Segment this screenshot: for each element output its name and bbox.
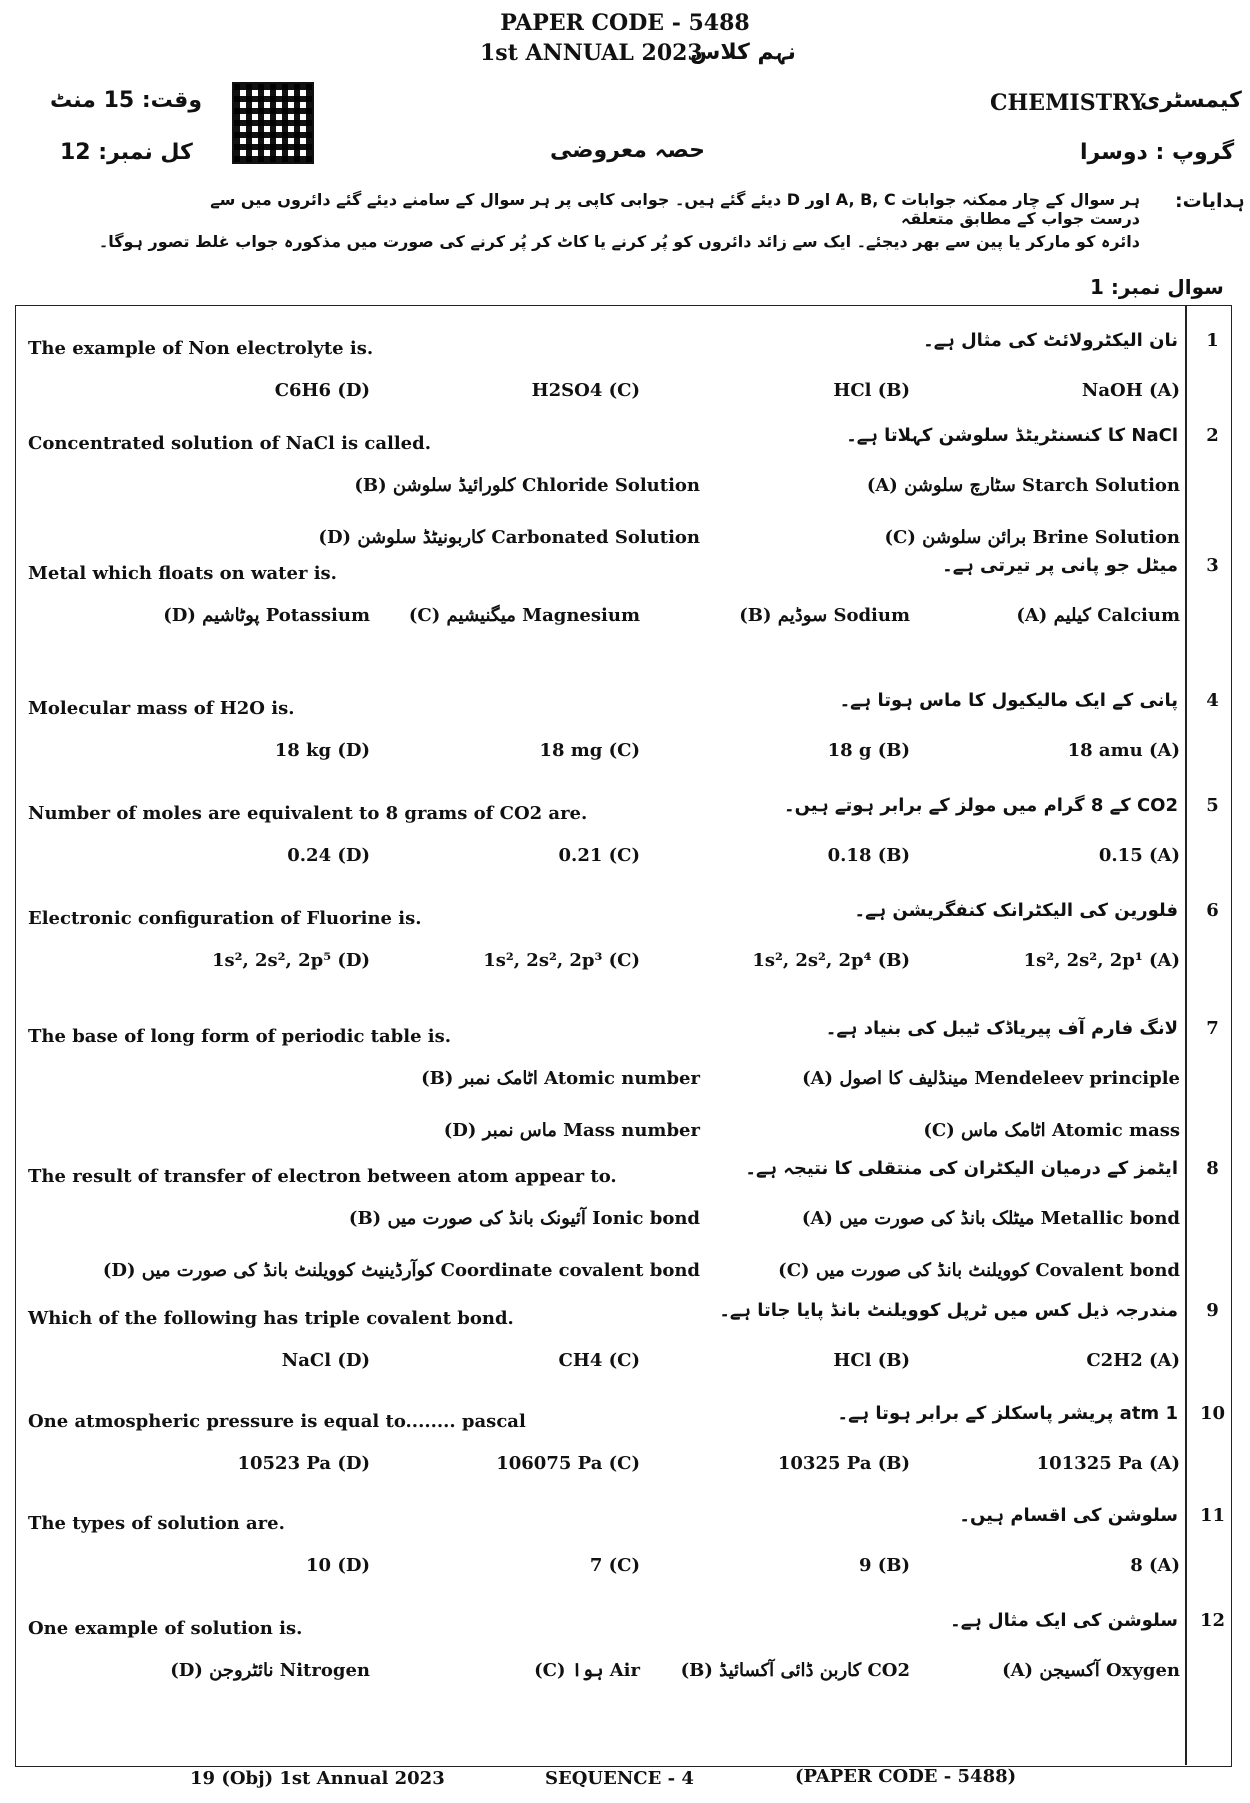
question-text-english: Molecular mass of H2O is. (28, 698, 295, 719)
instructions-line-1: ہر سوال کے چار ممکنہ جوابات A, B, C اور D دیئے گئے ہیں۔ جوابی کاپی پر ہر سوال کے سامنے دیئے گئے دائروں میں سے درست جواب کے مطابق متعلقہ (210, 190, 1140, 228)
footer-left: 19 (Obj) 1st Annual 2023 (190, 1768, 445, 1789)
answer-option: (A) کیلیم Calcium (1016, 605, 1180, 626)
answer-option: 0.15 (A) (1098, 845, 1180, 866)
answer-option: (D) کوآرڈینیٹ کوویلنٹ بانڈ کی صورت میں Coordinate covalent bond (102, 1260, 700, 1281)
number-column-divider (1185, 305, 1187, 1765)
answer-option: 1s², 2s², 2p⁵ (D) (211, 950, 370, 971)
answer-option: 7 (C) (589, 1555, 640, 1576)
footer-sequence: SEQUENCE - 4 (545, 1768, 694, 1789)
answer-option: C2H2 (A) (1086, 1350, 1180, 1371)
class-label: نہم کلاس (690, 40, 796, 65)
question-label: سوال نمبر: 1 (1090, 275, 1224, 299)
answer-option: 10 (D) (306, 1555, 370, 1576)
answer-option: (D) پوٹاشیم Potassium (163, 605, 370, 626)
answer-option: (C) برائن سلوشن Brine Solution (884, 527, 1180, 548)
section-label: حصہ معروضی (550, 138, 705, 163)
question-text-english: One example of solution is. (28, 1618, 303, 1639)
answer-option: (B) کلورائیڈ سلوشن Chloride Solution (354, 475, 700, 496)
question-number: 2 (1206, 425, 1219, 446)
footer-paper-code: (PAPER CODE - 5488) (795, 1766, 1017, 1787)
answer-option: HCl (B) (833, 380, 910, 401)
subject-en: CHEMISTRY (990, 90, 1146, 116)
answer-option: (C) میگنیشیم Magnesium (408, 605, 640, 626)
answer-option: HCl (B) (833, 1350, 910, 1371)
answer-option: (B) سوڈیم Sodium (739, 605, 910, 626)
question-text-english: Metal which floats on water is. (28, 563, 337, 584)
answer-option: (B) کاربن ڈائی آکسائیڈ CO2 (680, 1660, 910, 1681)
answer-option: CH4 (C) (558, 1350, 640, 1371)
question-number: 8 (1206, 1158, 1219, 1179)
question-text-english: The example of Non electrolyte is. (28, 338, 374, 359)
question-text-urdu: سلوشن کی ایک مثال ہے۔ (950, 1610, 1178, 1631)
answer-option: NaCl (D) (281, 1350, 370, 1371)
question-text-english: Which of the following has triple covalent bond. (28, 1308, 514, 1329)
answer-option: 0.18 (B) (827, 845, 910, 866)
answer-option: (C) کوویلنٹ بانڈ کی صورت میں Covalent bond (778, 1260, 1180, 1281)
question-number: 11 (1200, 1505, 1226, 1526)
question-text-english: Electronic configuration of Fluorine is. (28, 908, 422, 929)
answer-option: 18 mg (C) (539, 740, 640, 761)
answer-option: (A) سٹارچ سلوشن Starch Solution (866, 475, 1180, 496)
answer-option: 0.21 (C) (558, 845, 640, 866)
qr-code (232, 82, 314, 164)
answer-option: 106075 Pa (C) (496, 1453, 640, 1474)
answer-option: (A) میٹلک بانڈ کی صورت میں Metallic bond (801, 1208, 1180, 1229)
answer-option: 18 amu (A) (1067, 740, 1180, 761)
subject-ur: کیمسٹری (1140, 88, 1242, 113)
answer-option: 1s², 2s², 2p¹ (A) (1023, 950, 1180, 971)
question-text-urdu: سلوشن کی اقسام ہیں۔ (959, 1505, 1178, 1526)
answer-option: (D) نائٹروجن Nitrogen (170, 1660, 370, 1681)
question-text-urdu: لانگ فارم آف پیریاڈک ٹیبل کی بنیاد ہے۔ (825, 1018, 1178, 1039)
question-text-urdu: نان الیکٹرولائٹ کی مثال ہے۔ (923, 330, 1178, 351)
group-label: گروپ : دوسرا (1080, 140, 1235, 165)
answer-option: 1s², 2s², 2p⁴ (B) (752, 950, 910, 971)
question-number: 4 (1206, 690, 1219, 711)
question-text-urdu: ایٹمز کے درمیان الیکٹران کی منتقلی کا نتیجہ ہے۔ (745, 1158, 1178, 1179)
answer-option: (A) آکسیجن Oxygen (1002, 1660, 1180, 1681)
answer-option: (B) اٹامک نمبر Atomic number (421, 1068, 700, 1089)
instructions-label: ہدایات: (1175, 190, 1245, 212)
answer-option: (B) آئیونک بانڈ کی صورت میں Ionic bond (348, 1208, 700, 1229)
answer-option: (C) ہوا Air (534, 1660, 640, 1681)
question-number: 5 (1206, 795, 1219, 816)
marks-label: کل نمبر: 12 (60, 140, 193, 165)
question-text-urdu: میٹل جو پانی پر تیرتی ہے۔ (942, 555, 1178, 576)
question-text-urdu: مندرجہ ذیل کس میں ٹرپل کوویلنٹ بانڈ پایا جاتا ہے۔ (719, 1300, 1178, 1321)
question-text-urdu: 1 atm پریشر پاسکلز کے برابر ہوتا ہے۔ (837, 1403, 1178, 1424)
answer-option: 1s², 2s², 2p³ (C) (483, 950, 640, 971)
answer-option: C6H6 (D) (274, 380, 370, 401)
answer-option: (D) ماس نمبر Mass number (443, 1120, 700, 1141)
question-text-urdu: پانی کے ایک مالیکیول کا ماس ہوتا ہے۔ (839, 690, 1178, 711)
question-text-urdu: NaCl کا کنسنٹریٹڈ سلوشن کہلاتا ہے۔ (846, 425, 1178, 446)
question-number: 1 (1206, 330, 1219, 351)
answer-option: NaOH (A) (1081, 380, 1180, 401)
answer-option: 10325 Pa (B) (777, 1453, 910, 1474)
question-text-english: Number of moles are equivalent to 8 grams of CO2 are. (28, 803, 588, 824)
instructions-line-2: دائرہ کو مارکر یا پین سے بھر دیجئے۔ ایک سے زائد دائروں کو پُر کرنے یا کاٹ کر پُر کرنے کی صورت میں مذکورہ جواب غلط تصور ہوگا۔ (98, 232, 1140, 251)
answer-option: H2SO4 (C) (531, 380, 640, 401)
time-label: وقت: 15 منٹ (50, 88, 203, 113)
question-number: 7 (1206, 1018, 1219, 1039)
question-number: 10 (1200, 1403, 1226, 1424)
question-number: 12 (1200, 1610, 1226, 1631)
paper-code: PAPER CODE - 5488 (500, 10, 750, 36)
question-text-urdu: فلورین کی الیکٹرانک کنفگریشن ہے۔ (854, 900, 1178, 921)
question-text-english: The types of solution are. (28, 1513, 285, 1534)
question-text-english: Concentrated solution of NaCl is called. (28, 433, 431, 454)
question-text-english: The base of long form of periodic table is. (28, 1026, 452, 1047)
answer-option: (A) مینڈلیف کا اصول Mendeleev principle (802, 1068, 1180, 1089)
answer-option: 18 g (B) (827, 740, 910, 761)
question-text-english: The result of transfer of electron between atom appear to. (28, 1166, 617, 1187)
question-number: 9 (1206, 1300, 1219, 1321)
answer-option: 18 kg (D) (274, 740, 370, 761)
answer-option: 0.24 (D) (287, 845, 370, 866)
answer-option: 8 (A) (1130, 1555, 1180, 1576)
answer-option: (C) اٹامک ماس Atomic mass (923, 1120, 1180, 1141)
question-text-urdu: CO2 کے 8 گرام میں مولز کے برابر ہوتے ہیں۔ (784, 795, 1178, 816)
annual-label: 1st ANNUAL 2023 (480, 40, 703, 66)
question-number: 3 (1206, 555, 1219, 576)
question-text-english: One atmospheric pressure is equal to........ pascal (28, 1411, 526, 1432)
question-number: 6 (1206, 900, 1219, 921)
answer-option: 10523 Pa (D) (237, 1453, 370, 1474)
answer-option: 9 (B) (858, 1555, 910, 1576)
answer-option: (D) کاربونیٹڈ سلوشن Carbonated Solution (318, 527, 700, 548)
answer-option: 101325 Pa (A) (1036, 1453, 1180, 1474)
